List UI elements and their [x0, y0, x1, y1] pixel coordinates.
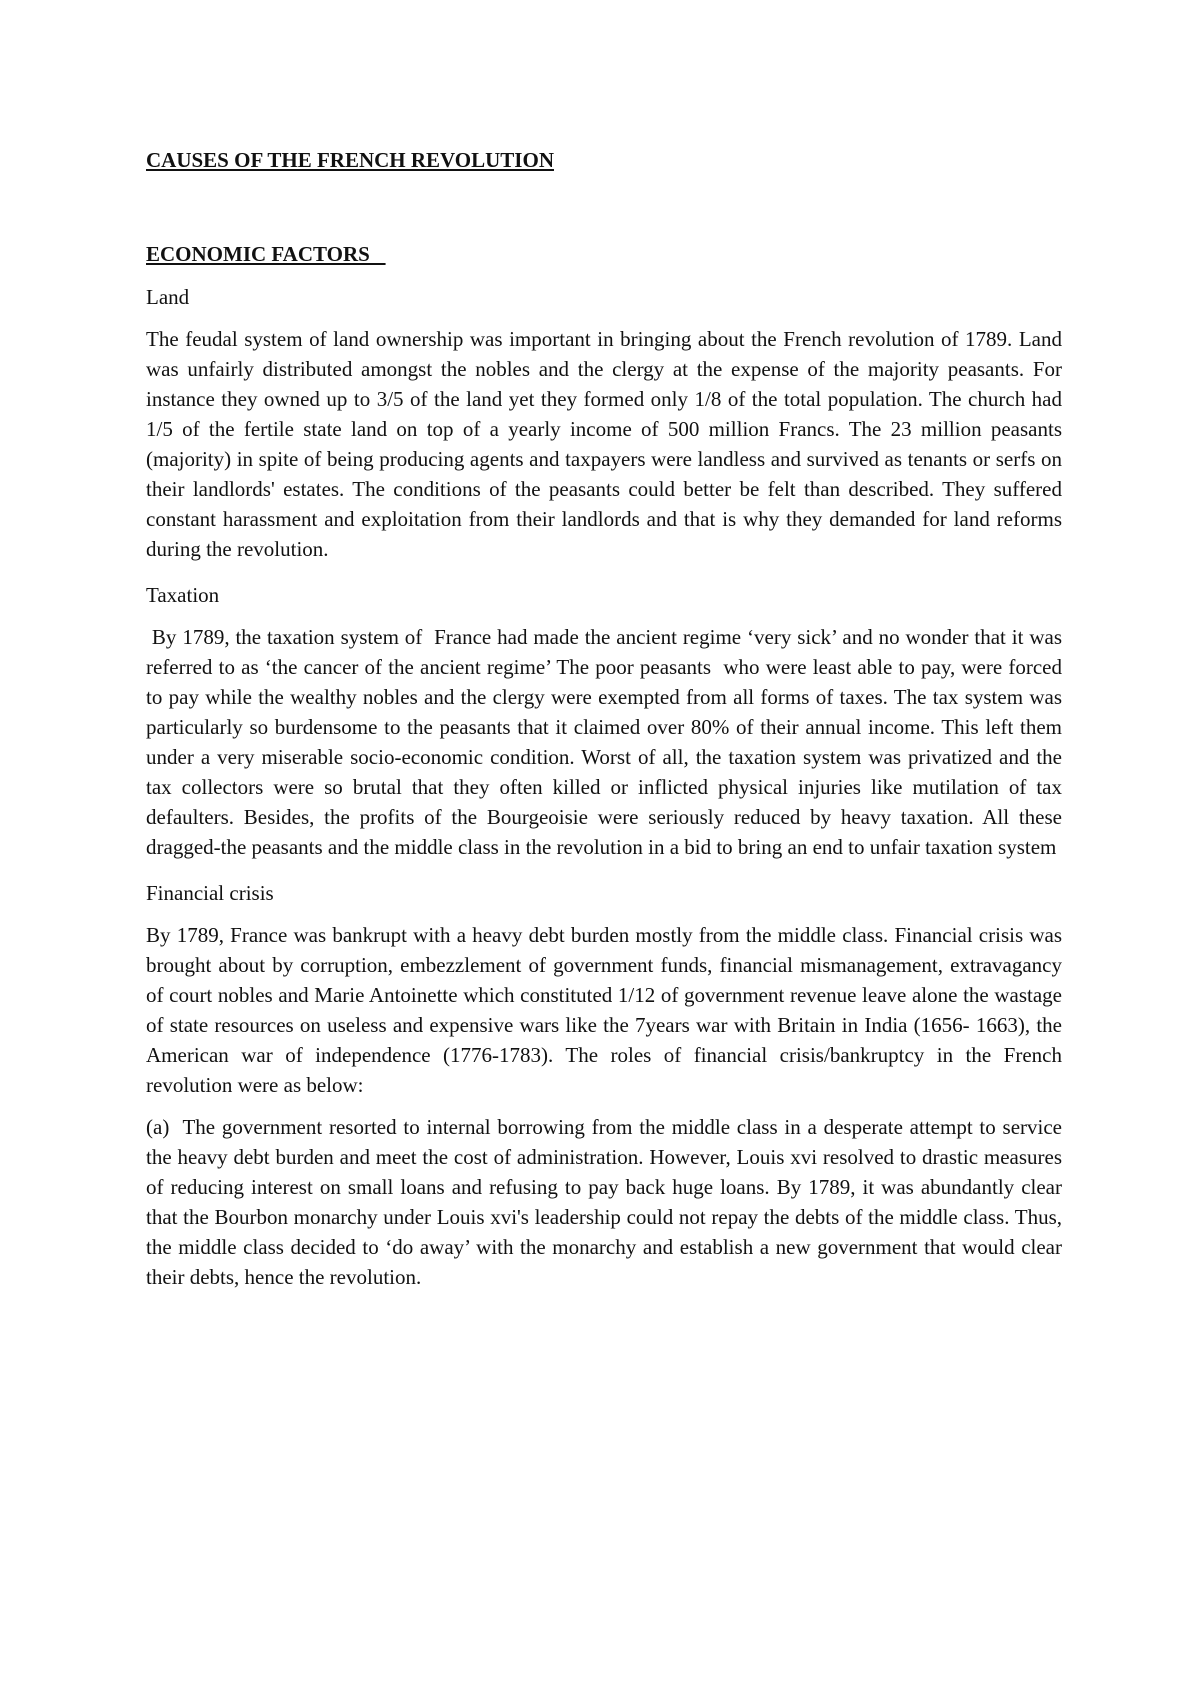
subheading-financial-crisis: Financial crisis: [146, 881, 274, 905]
document-title: CAUSES OF THE FRENCH REVOLUTION: [146, 148, 554, 172]
subheading-land: Land: [146, 285, 190, 309]
document-page: [146, 148, 1068, 1292]
section-heading-economic-factors: ECONOMIC FACTORS: [146, 242, 386, 266]
paragraph-taxation: By 1789, the taxation system of France had made the ancient regime ‘very sick’ and no wonder that it was referred to as ‘the cancer of the ancient regime’ The poor peasants who were least able to pay, were forced to pay while the wealthy nobles and the clergy were exempted from all forms of taxes. The tax system was particularly so burdensome to the peasants that it claimed over 80% of their annual income. This left them under a very miserable socio-economic condition. Worst of all, the taxation system was privatized and the tax collectors were so brutal that they often killed or inflicted physical injuries like mutilation of tax defaulters. Besides, the profits of the Bourgeoisie were seriously reduced by heavy taxation. All these dragged-the peasants and the middle class in the revolution in a bid to bring an end to unfair taxation system: [146, 625, 1068, 859]
subheading-taxation: Taxation: [146, 583, 220, 607]
paragraph-land: The feudal system of land ownership was important in bringing about the French revolution of 1789. Land was unfairly distributed amongst the nobles and the clergy at the expense of the majority peasants. For instance they owned up to 3/5 of the land yet they formed only 1/8 of the total population. The church had 1/5 of the fertile state land on top of a yearly income of 500 million Francs. The 23 million peasants (majority) in spite of being producing agents and taxpayers were landless and survived as tenants or serfs on their landlords' estates. The conditions of the peasants could better be felt than described. They suffered constant harassment and exploitation from their landlords and that is why they demanded for land reforms during the revolution.: [146, 327, 1068, 561]
paragraph-financial-crisis: By 1789, France was bankrupt with a heavy debt burden mostly from the middle class. Financial crisis was brought about by corruption, embezzlement of government funds, financial mismanagement, extravagancy of court nobles and Marie Antoinette which constituted 1/12 of government revenue leave alone the wastage of state resources on useless and expensive wars like the 7years war with Britain in India (1656- 1663), the American war of independence (1776-1783). The roles of financial crisis/bankruptcy in the French revolution were as below:: [146, 923, 1068, 1097]
paragraph-financial-crisis-point-a: (a) The government resorted to internal borrowing from the middle class in a desperate attempt to service the heavy debt burden and meet the cost of administration. However, Louis xvi resolved to drastic measures of reducing interest on small loans and refusing to pay back huge loans. By 1789, it was abundantly clear that the Bourbon monarchy under Louis xvi's leadership could not repay the debts of the middle class. Thus, the middle class decided to ‘do away’ with the monarchy and establish a new government that would clear their debts, hence the revolution.: [146, 1115, 1068, 1289]
